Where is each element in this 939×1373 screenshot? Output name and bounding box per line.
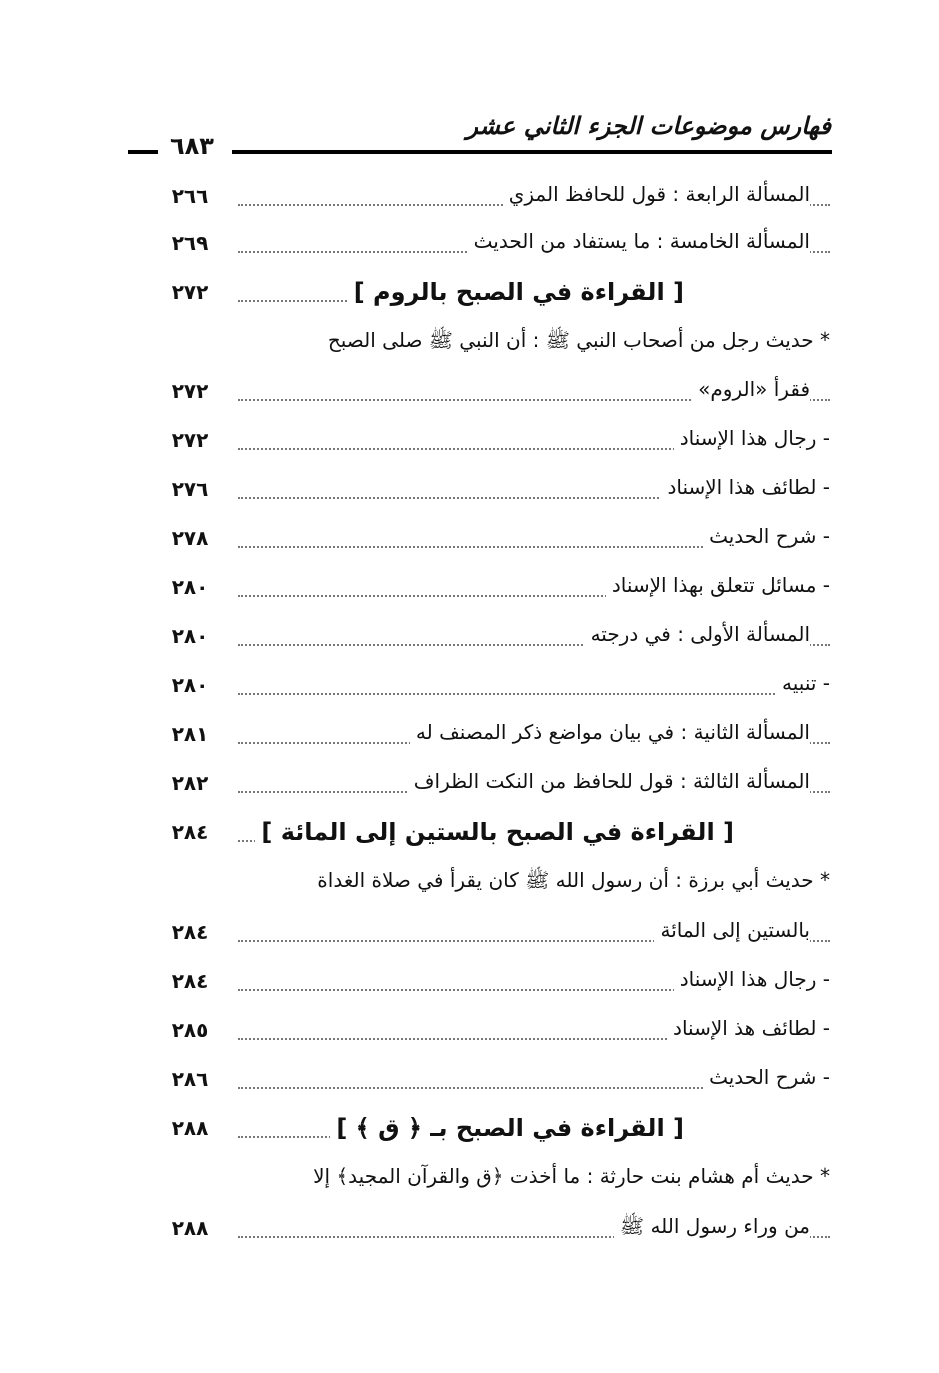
toc-entry-text: * حديث أبي برزة : أن رسول الله ﷺ كان يقرأ في صلاة الغداة	[311, 868, 830, 897]
toc-entry-text: المسألة الثانية : في بيان مواضع ذكر المصنف له	[410, 720, 810, 744]
page-number: ٦٨٣	[170, 132, 214, 160]
toc-entry-text: بالستين إلى المائة	[654, 918, 810, 942]
toc-entry	[150, 669, 830, 709]
toc-entry-text: المسألة الثالثة : قول للحافظ من النكت الظراف	[408, 769, 810, 793]
toc-entry-text: * حديث رجل من أصحاب النبي ﷺ : أن النبي ﷺ صلى الصبح	[322, 328, 830, 357]
toc-entry-text: المسألة الأولى : في درجته	[585, 622, 810, 646]
toc-entry	[150, 227, 830, 267]
toc-entry-text: - لطائف هذ الإسناد	[667, 1016, 830, 1040]
toc-entry-text: - لطائف هذا الإسناد	[661, 475, 830, 499]
toc-entry	[150, 326, 830, 366]
leader-dots	[238, 693, 830, 695]
toc-entry-text: من وراء رسول الله ﷺ	[614, 1214, 810, 1243]
toc-entry-text: المسألة الرابعة : قول للحافظ المزي	[503, 182, 810, 206]
toc-entry-text: - شرح الحديث	[703, 1065, 830, 1089]
toc-entry-text: - شرح الحديث	[703, 524, 830, 548]
toc-section-heading	[150, 1112, 830, 1152]
toc-entry	[150, 180, 830, 220]
toc-entry-text: [ القراءة في الصبح بالروم ]	[348, 278, 690, 306]
toc-section-heading	[150, 276, 830, 316]
toc-entry-text: - رجال هذا الإسناد	[674, 967, 830, 991]
toc-entry-page: ٢٨٢	[171, 771, 209, 795]
toc-entry-text: - مسائل تتعلق بهذا الإسناد	[606, 573, 830, 597]
toc-entry-page: ٢٨١	[171, 722, 209, 746]
toc-entry-text: - تنبيه	[776, 671, 830, 695]
toc-entry-text: [ القراءة في الصبح بـ ﴿ ق ﴾ ]	[330, 1114, 690, 1142]
toc-entry-text: [ القراءة في الصبح بالستين إلى المائة ]	[255, 818, 740, 846]
toc-entry-page: ٢٦٩	[171, 231, 209, 255]
toc-entry-page: ٢٨٨	[171, 1216, 209, 1240]
toc-entry	[150, 1212, 830, 1252]
toc-entry	[150, 965, 830, 1005]
toc-entry-page: ٢٨٦	[171, 1067, 209, 1091]
toc-entry-page: ٢٧٦	[171, 477, 209, 501]
toc-entry	[150, 1162, 830, 1202]
toc-entry	[150, 424, 830, 464]
toc-entry-text: فقرأ «الروم»	[692, 377, 810, 401]
toc-entry-page: ٢٨٤	[171, 920, 209, 944]
toc-entry-page: ٢٧٨	[171, 526, 209, 550]
toc-entry-text: - رجال هذا الإسناد	[674, 426, 830, 450]
toc-entry-page: ٢٨٠	[171, 575, 209, 599]
toc-entry-page: ٢٨٥	[171, 1018, 209, 1042]
toc-entry	[150, 916, 830, 956]
running-header-title: فهارس موضوعات الجزء الثاني عشر	[466, 112, 831, 140]
toc-entry-page: ٢٧٢	[171, 280, 209, 304]
toc-entry-page: ٢٨٤	[171, 820, 209, 844]
toc-section-heading	[150, 816, 830, 856]
toc-entry	[150, 767, 830, 807]
toc-entry-page: ٢٧٢	[171, 379, 209, 403]
toc-entry	[150, 620, 830, 660]
toc-entry-page: ٢٧٢	[171, 428, 209, 452]
toc-entry	[150, 1063, 830, 1103]
toc-entry	[150, 375, 830, 415]
toc-entry-page: ٢٨٠	[171, 673, 209, 697]
toc-entry-page: ٢٨٨	[171, 1116, 209, 1140]
toc-entry-page: ٢٦٦	[171, 184, 209, 208]
toc-entry	[150, 718, 830, 758]
toc-entry	[150, 571, 830, 611]
toc-entry-text: المسألة الخامسة : ما يستفاد من الحديث	[468, 229, 810, 253]
toc-entry	[150, 1014, 830, 1054]
toc-entry	[150, 522, 830, 562]
toc-entry-page: ٢٨٠	[171, 624, 209, 648]
toc-entry	[150, 866, 830, 906]
toc-entry-text: * حديث أم هشام بنت حارثة : ما أخذت ﴿ق والقرآن المجيد﴾ إلا	[307, 1164, 830, 1188]
toc-entry	[150, 473, 830, 513]
toc-entry-page: ٢٨٤	[171, 969, 209, 993]
